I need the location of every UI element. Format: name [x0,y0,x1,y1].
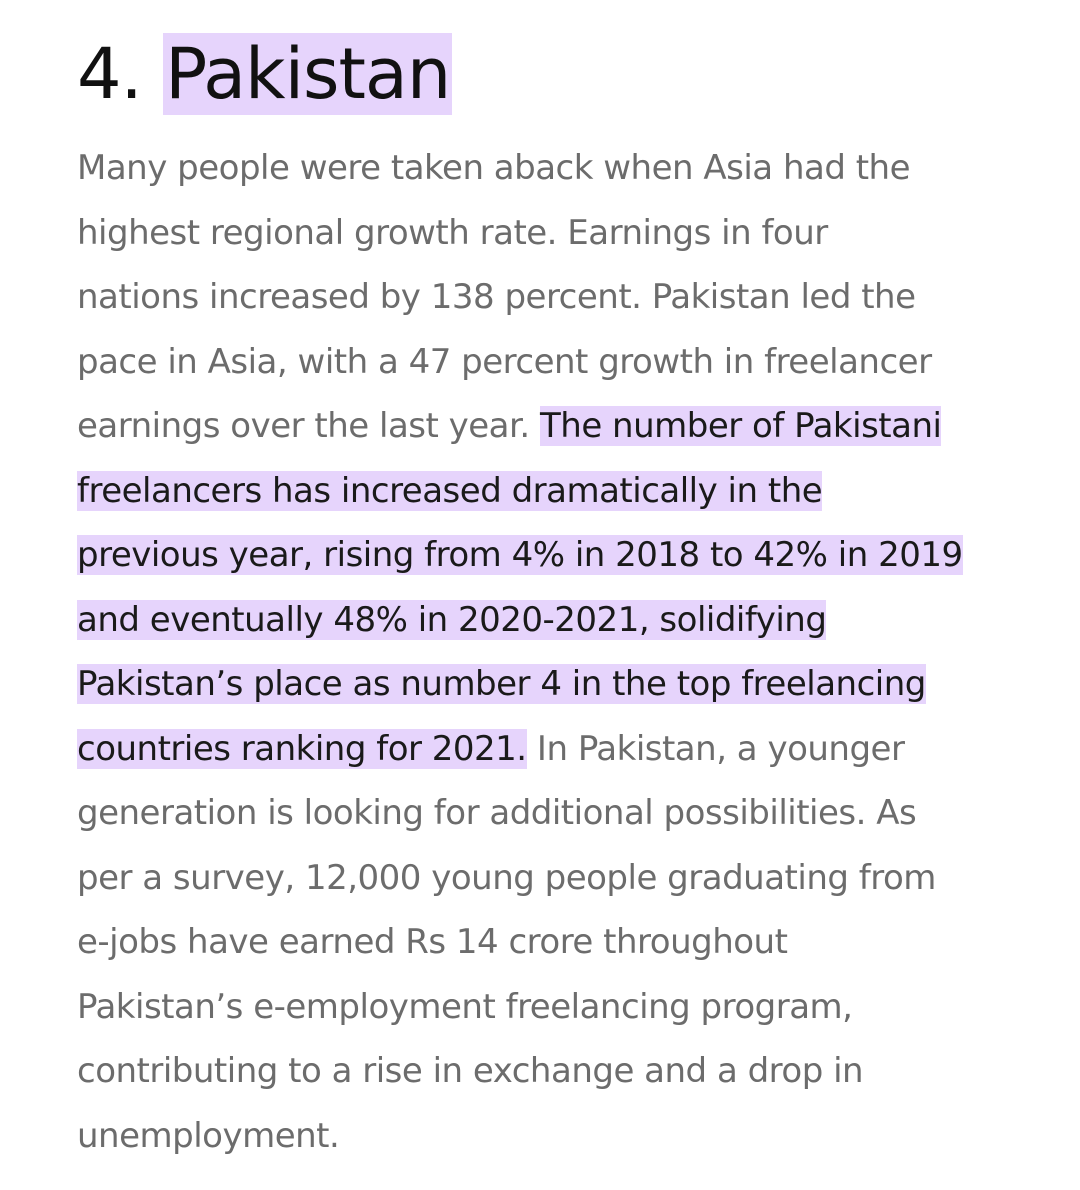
paragraph-line: pace in Asia, with a 47 percent growth in freelancer [77,341,932,382]
paragraph-line: highest regional growth rate. Earnings in four [77,212,828,253]
paragraph-line: nations increased by 138 percent. Pakistan led the [77,277,916,317]
paragraph-line: contributing to a rise in exchange and a drop in [77,1051,864,1091]
paragraph-line: unemployment. [77,1115,340,1156]
paragraph-line: e-jobs have earned Rs 14 crore throughout [77,922,788,962]
paragraph-line [77,588,1007,653]
paragraph-line [77,717,1007,782]
paragraph-line: Pakistan’s e-employment freelancing program, [77,986,853,1027]
paragraph-line [77,459,1007,524]
paragraph-line: generation is looking for additional possibilities. As [77,793,917,833]
highlighted-text: freelancers has increased dramatically in the [77,470,823,511]
highlighted-text: countries ranking for 2021. [77,728,527,769]
highlighted-text: and eventually 48% in 2020-2021, solidifying [77,599,827,640]
heading-title-highlighted: Pakistan [165,33,451,115]
paragraph-text-segment: earnings over the last year. [77,406,540,446]
article [77,18,1007,1168]
heading-number: 4. [77,33,142,115]
paragraph-text-segment: In Pakistan, a younger [526,728,905,769]
body-paragraph [77,136,1007,1168]
highlighted-text: The number of Pakistani [540,406,942,446]
highlighted-text: previous year, rising from 4% in 2018 to 42% in 2019 [77,535,963,575]
paragraph-line [77,523,1007,588]
highlighted-text: Pakistan’s place as number 4 in the top freelancing [77,664,926,704]
paragraph-line [77,652,1007,717]
paragraph-line: per a survey, 12,000 young people graduating from [77,857,936,898]
paragraph-line: Many people were taken aback when Asia had the [77,148,911,188]
section-heading [77,18,1007,130]
paragraph-line [77,394,1007,459]
